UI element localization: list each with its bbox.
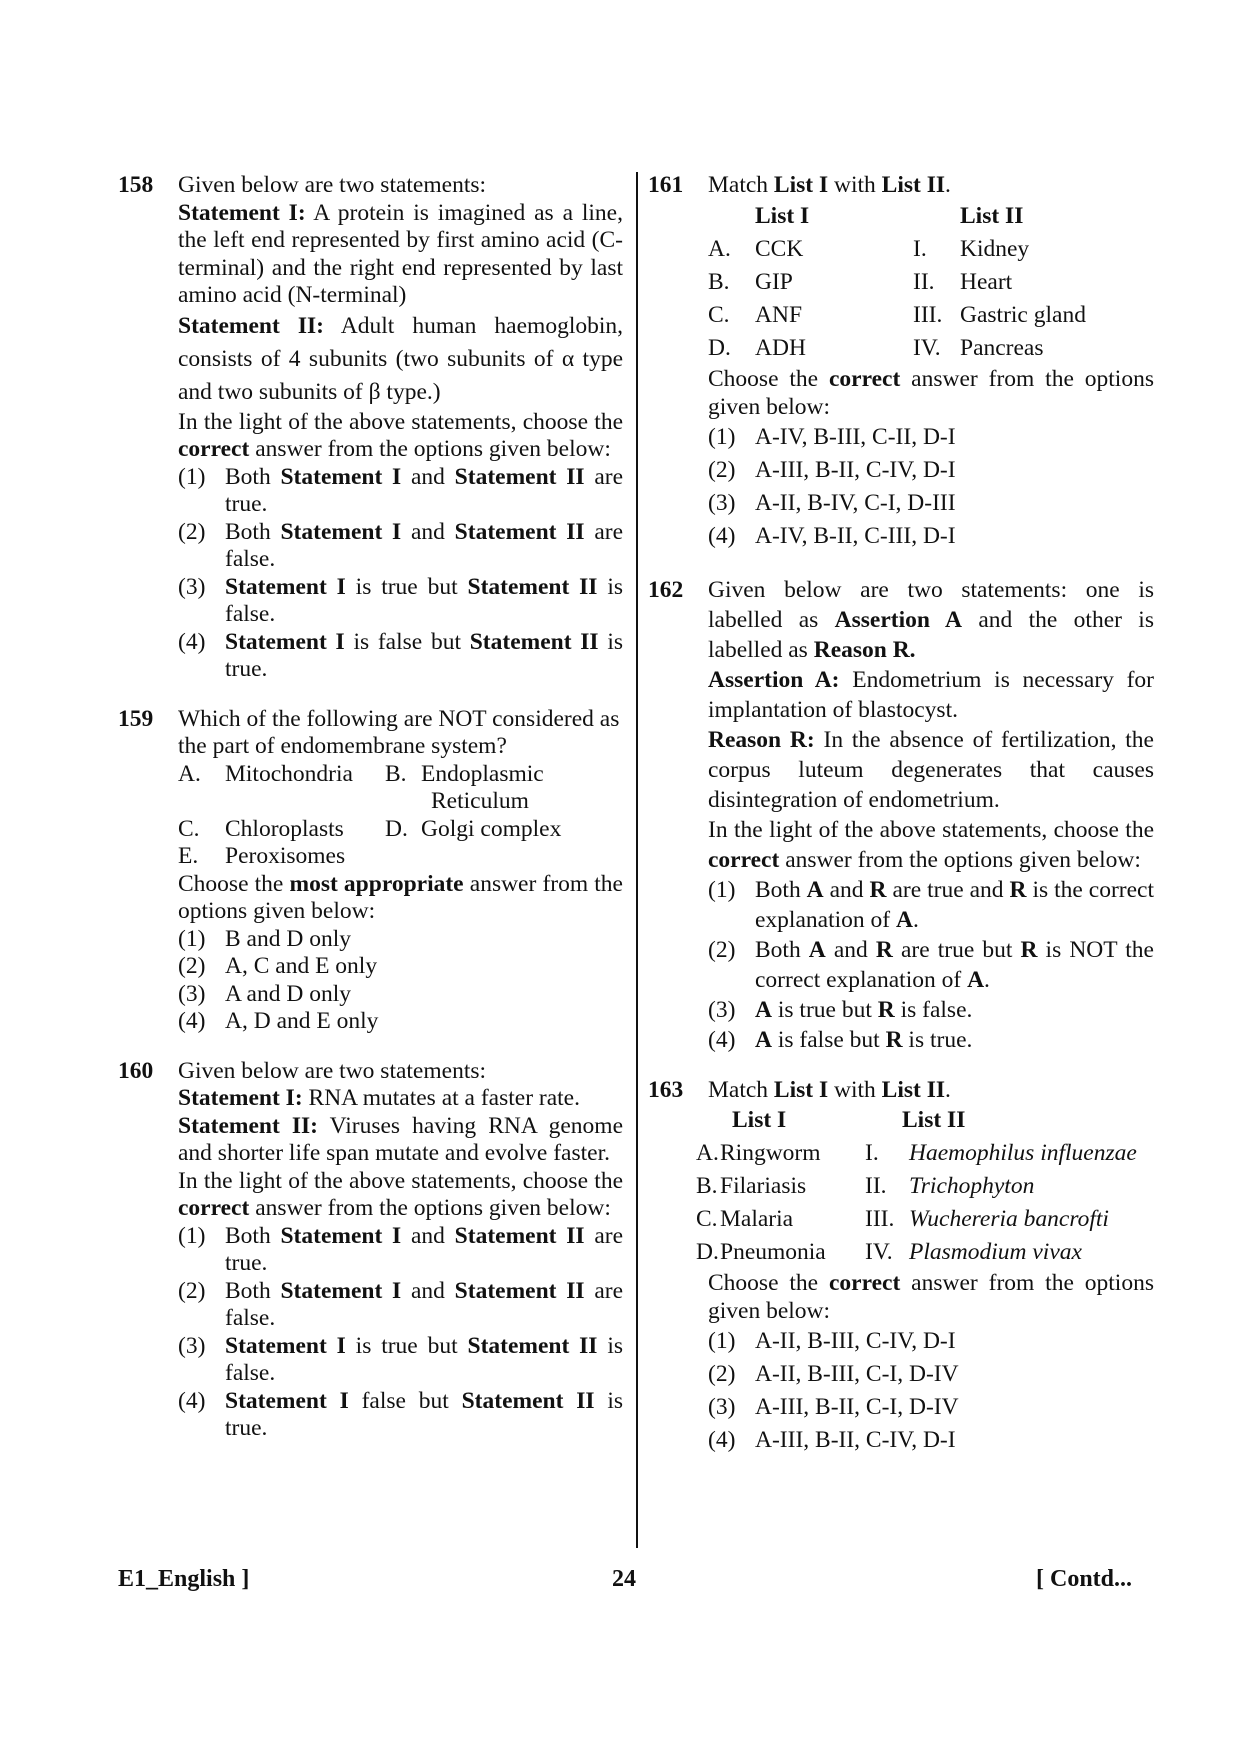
question-number: 161 bbox=[648, 172, 684, 198]
question-instruction: Choose the correct answer from the options given below: bbox=[708, 365, 1154, 420]
question-intro: Given below are two statements: one is labelled as Assertion A and the other is labelled as Reason R. bbox=[708, 576, 1154, 663]
match-row: D. ADH IV. Pancreas bbox=[708, 334, 1044, 361]
statement-1: Statement I: RNA mutates at a faster rate. bbox=[178, 1085, 580, 1111]
option-1[interactable]: (1) Both A and R are true and R is the correct explanation of A. bbox=[708, 876, 1154, 933]
assertion: Assertion A: Endometrium is necessary for implantation of blastocyst. bbox=[708, 666, 1155, 723]
question-intro: Match List I with List II. bbox=[708, 1076, 951, 1103]
footer-page-number: 24 bbox=[612, 1566, 636, 1592]
question-number: 159 bbox=[118, 705, 154, 732]
question-158 bbox=[118, 172, 623, 684]
item-row-cd: C. Chloroplasts D. Golgi complex bbox=[178, 815, 562, 842]
question-body bbox=[178, 172, 623, 684]
question-instruction: In the light of the above statements, choose the correct answer from the options given below: bbox=[708, 816, 1154, 873]
match-row: A. Ringworm I. Haemophilus influenzae bbox=[696, 1140, 1137, 1166]
question-body bbox=[708, 575, 1154, 1055]
option-1[interactable]: (1) Both Statement I and Statement II are true. bbox=[178, 1222, 624, 1276]
option-2[interactable]: (2) Both Statement I and Statement II are false. bbox=[178, 1277, 624, 1331]
option-4[interactable]: (4) Statement I is false but Statement II is true. bbox=[178, 628, 623, 682]
item-row-ab: A. Mitochondria B. Endoplasmic bbox=[178, 760, 544, 787]
option-3[interactable]: (3) A-III, B-II, C-I, D-IV bbox=[708, 1394, 959, 1420]
option-1[interactable]: (1) Both Statement I and Statement II are true. bbox=[178, 463, 624, 517]
question-instruction: Choose the correct answer from the options given below: bbox=[708, 1270, 1154, 1324]
question-instruction: Choose the most appropriate answer from the options given below: bbox=[178, 870, 623, 924]
question-intro: Match List I with List II. bbox=[708, 172, 951, 198]
option-4[interactable]: (4) A, D and E only bbox=[178, 1008, 379, 1034]
left-column bbox=[118, 172, 623, 1443]
question-instruction: In the light of the above statements, choose the correct answer from the options given below: bbox=[178, 1167, 623, 1221]
match-row: B. Filariasis II. Trichophyton bbox=[696, 1173, 1035, 1199]
question-intro: Which of the following are NOT considered as the part of endomembrane system? bbox=[178, 705, 620, 759]
option-3[interactable]: (3) Statement I is true but Statement II is false. bbox=[178, 1332, 623, 1386]
footer-continued: [ Contd... bbox=[1036, 1566, 1133, 1592]
right-column bbox=[648, 172, 1154, 1457]
match-header: List I List II bbox=[732, 1107, 966, 1133]
reason: Reason R: In the absence of fertilization, the corpus luteum degenerates that causes disintegration of endometrium. bbox=[708, 726, 1154, 813]
match-header: List I List II bbox=[755, 202, 1024, 229]
option-2[interactable]: (2) Both Statement I and Statement II are false. bbox=[178, 518, 624, 572]
match-row: C. ANF III. Gastric gland bbox=[708, 301, 1086, 328]
question-number: 163 bbox=[648, 1076, 684, 1103]
option-1[interactable]: (1) B and D only bbox=[178, 925, 351, 952]
question-intro: Given below are two statements: bbox=[178, 172, 487, 198]
match-row: D. Pneumonia IV. Plasmodium vivax bbox=[696, 1239, 1082, 1265]
question-161 bbox=[648, 172, 1154, 553]
option-3[interactable]: (3) Statement I is true but Statement II is false. bbox=[178, 573, 623, 627]
match-row: A. CCK I. Kidney bbox=[708, 235, 1030, 262]
option-3[interactable]: (3) A-II, B-IV, C-I, D-III bbox=[708, 489, 956, 516]
statement-2: Statement II: Adult human haemoglobin, consists of 4 subunits (two subunits of α type and two subunits of β type.) bbox=[178, 312, 623, 405]
option-4[interactable]: (4) A-IV, B-II, C-III, D-I bbox=[708, 522, 956, 549]
footer-paper-code: E1_English ] bbox=[118, 1566, 250, 1592]
item-row-b-cont: Reticulum bbox=[431, 788, 529, 814]
question-159 bbox=[118, 706, 623, 1036]
question-160 bbox=[118, 1058, 623, 1443]
question-number: 162 bbox=[648, 576, 684, 603]
statement-2: Statement II: Viruses having RNA genome and shorter life span mutate and evolve faster. bbox=[178, 1112, 623, 1166]
column-divider bbox=[636, 172, 638, 1548]
option-2[interactable]: (2) A-II, B-III, C-I, D-IV bbox=[708, 1361, 959, 1387]
question-instruction: In the light of the above statements, choose the correct answer from the options given below: bbox=[178, 408, 623, 462]
match-row: C. Malaria III. Wuchereria bancrofti bbox=[696, 1206, 1109, 1232]
option-4[interactable]: (4) Statement I false but Statement II is true. bbox=[178, 1387, 623, 1441]
option-2[interactable]: (2) A-III, B-II, C-IV, D-I bbox=[708, 456, 956, 483]
option-4[interactable]: (4) A is false but R is true. bbox=[708, 1026, 973, 1053]
option-2[interactable]: (2) Both A and R are true but R is NOT the correct explanation of A. bbox=[708, 936, 1154, 993]
option-1[interactable]: (1) A-II, B-III, C-IV, D-I bbox=[708, 1328, 956, 1354]
option-4[interactable]: (4) A-III, B-II, C-IV, D-I bbox=[708, 1427, 956, 1453]
option-2[interactable]: (2) A, C and E only bbox=[178, 953, 378, 979]
question-body bbox=[178, 706, 623, 1036]
question-body bbox=[696, 1076, 1154, 1458]
question-body bbox=[708, 172, 1154, 553]
option-3[interactable]: (3) A is true but R is false. bbox=[708, 996, 973, 1023]
option-3[interactable]: (3) A and D only bbox=[178, 980, 351, 1007]
question-162 bbox=[648, 575, 1154, 1055]
question-body bbox=[178, 1058, 623, 1443]
question-163 bbox=[648, 1077, 1154, 1458]
question-number: 160 bbox=[118, 1057, 154, 1084]
option-1[interactable]: (1) A-IV, B-III, C-II, D-I bbox=[708, 423, 956, 450]
match-row: B. GIP II. Heart bbox=[708, 268, 1013, 295]
item-row-e: E. Peroxisomes bbox=[178, 843, 346, 869]
statement-1: Statement I: A protein is imagined as a line, the left end represented by first amino acid (C-terminal) and the right end represented by last amino acid (N-terminal) bbox=[178, 199, 623, 308]
question-number: 158 bbox=[118, 172, 154, 198]
question-intro: Given below are two statements: bbox=[178, 1057, 487, 1084]
